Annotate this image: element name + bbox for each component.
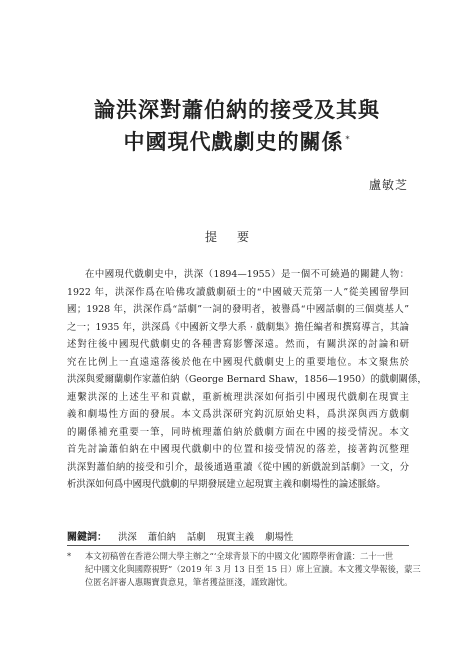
abstract-line: 1922 年，洪深作爲在哈佛攻讀戲劇碩士的“中國破天荒第一人”從美國留學回: [67, 286, 409, 298]
abstract-line: 在中國現代戲劇史中，洪深（1894—1955）是一個不可繞過的關鍵人物：: [85, 269, 409, 280]
footnote-line: 紀中國文化與國際視野”（2019 年 3 月 13 日至 15 日）席上宣讀。本文獲文學報後，蒙三: [85, 564, 421, 575]
keyword-item: 劇場性: [265, 532, 294, 543]
footnote-line: 位匿名評審人惠賜寶貴意見，筆者獲益匪淺，謹致謝忱。: [85, 577, 293, 588]
footnote-line: 本文初稿曾在香港公開大學主辦之“‘全球背景下的中國文化’國際學術會議：二十一世: [85, 551, 394, 561]
article-title-line-2: [0, 128, 474, 156]
abstract-line: 義和劇場性方面的發展。本文爲洪深研究鈎沉原始史料，爲洪深與西方戲劇: [67, 409, 409, 420]
abstract-line: 首先討論蕭伯納在中國現代戲劇中的位置和接受情況的落差，接著鈎沉整理: [67, 444, 409, 455]
abstract-line: 國；1928 年，洪深作爲“話劇”一詞的發明者，被譽爲“中國話劇的三個奠基人”: [67, 304, 409, 315]
abstract-line: 究在比例上一直遠遠落後於他在中國現代戲劇史上的重要地位。本文聚焦於: [67, 356, 409, 368]
article-title-line-1-text: 論洪深對蕭伯納的接受及其與: [94, 97, 380, 122]
abstract-body: [67, 266, 427, 494]
abstract-line: 洪深與愛爾蘭劇作家蕭伯納（George Bernard Shaw，1856—1950）的戲劇關係，: [67, 374, 427, 385]
abstract-line: 述對往後中國現代戲劇史的各種書寫影響深遠。然而，有關洪深的討論和研: [67, 339, 409, 350]
article-title-line-2-text: 中國現代戲劇史的關係: [123, 129, 344, 154]
keyword-item: 洪深: [117, 532, 137, 543]
keywords-row: [67, 528, 293, 543]
keyword-item: 現實主義: [216, 532, 255, 543]
keyword-item: 蕭伯納: [147, 532, 176, 543]
abstract-line: 之一；1935 年，洪深爲《中國新文學大系 · 戲劇集》擔任編者和撰寫導言，其論: [67, 321, 409, 333]
abstract-heading: 提要: [204, 230, 269, 244]
abstract-line: 的關係補充重要一筆，同時梳理蕭伯納於戲劇方面在中國的接受情況。本文: [67, 426, 409, 438]
abstract-line: 洪深對蕭伯納的接受和引介，最後通過重讀《從中國的新戲說到話劇》一文，分: [67, 461, 409, 473]
abstract-line: 析洪深如何爲中國現代戲劇的早期發展建立起現實主義和劇場性的論述脈絡。: [67, 479, 386, 490]
article-title-line-1: [0, 96, 474, 124]
abstract-line: 連繫洪深的上述生平和貢獻，重新梳理洪深如何指引中國現代戲劇在現實主: [67, 391, 409, 403]
keyword-item: 話劇: [186, 532, 206, 543]
footnote-divider: [67, 545, 409, 546]
footnote: [67, 550, 421, 590]
title-footnote-marker[interactable]: *: [345, 135, 351, 144]
keywords-label: 關鍵詞：: [67, 532, 107, 543]
author-name: 盧敏芝: [368, 178, 408, 192]
footnote-marker: *: [67, 551, 72, 561]
